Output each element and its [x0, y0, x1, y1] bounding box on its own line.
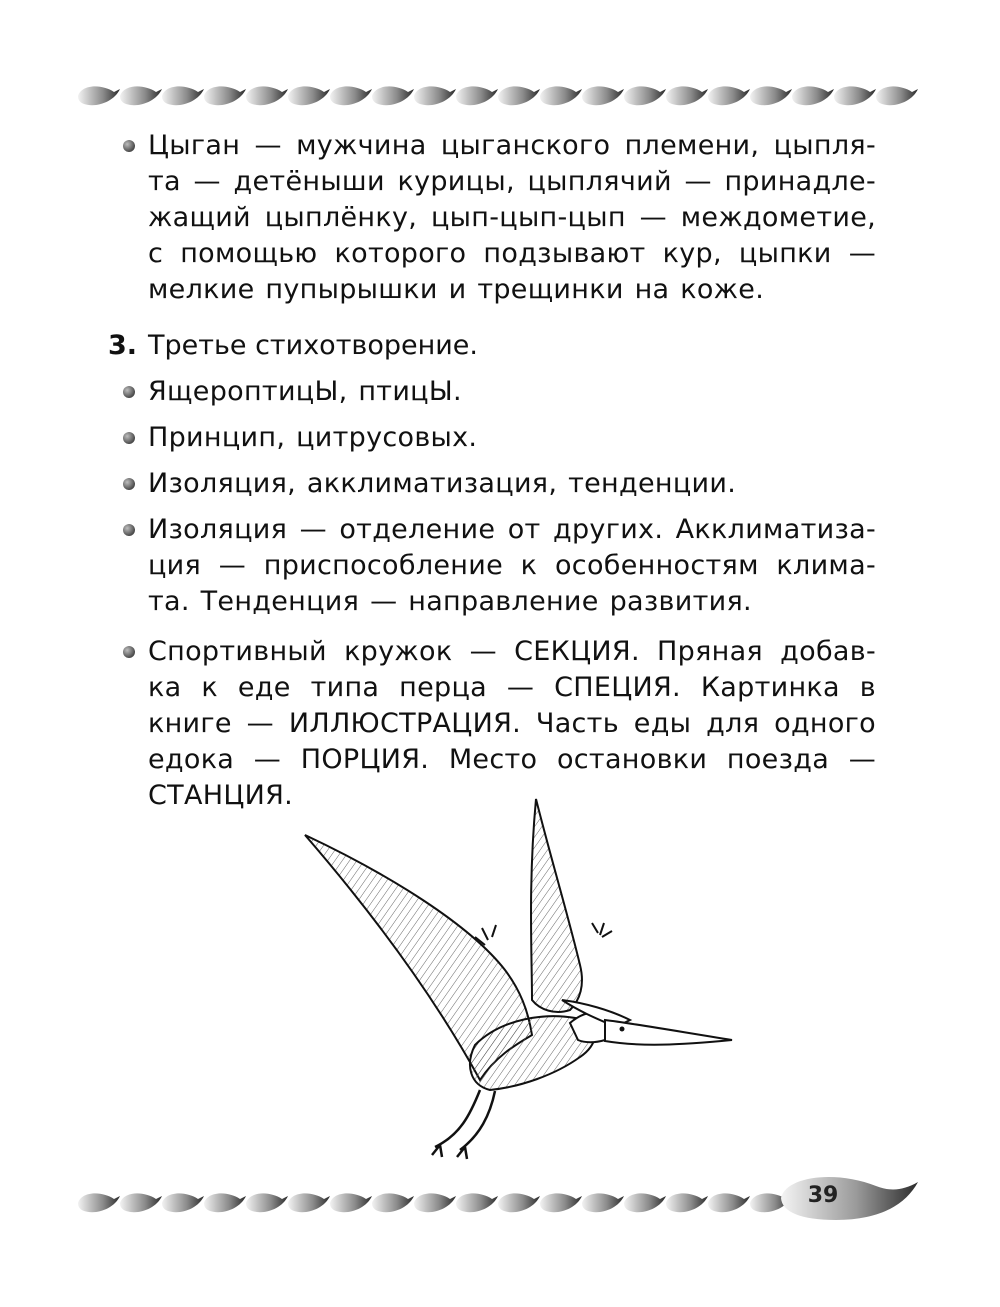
- section-number: 3.: [108, 330, 138, 361]
- leaf-ornament: [834, 86, 876, 105]
- leaf-ornament: [624, 86, 666, 105]
- leaf-ornament: [498, 86, 540, 105]
- list-item: [108, 634, 876, 814]
- leaf-ornament: [624, 1193, 666, 1212]
- leaf-ornament: [582, 86, 624, 105]
- leaf-ornament: [120, 1193, 162, 1212]
- section-heading: [108, 328, 876, 364]
- leaf-ornament: [666, 86, 708, 105]
- bottom-decorative-border: [76, 1185, 796, 1219]
- pterodactyl-illustration: [300, 795, 740, 1175]
- text-line: с помощью которого подзывают кур, цыпки —: [148, 238, 876, 269]
- leaf-ornament: [246, 86, 288, 105]
- leaf-ornament: [666, 1193, 708, 1212]
- text-line: ка к еде типа перца — СПЕЦИЯ. Картинка в: [148, 672, 876, 703]
- leaf-ornament: [330, 86, 372, 105]
- leaf-ornament: [372, 1193, 414, 1212]
- list-item: [108, 512, 876, 620]
- leaf-ornament: [792, 86, 834, 105]
- text-line: СТАНЦИЯ.: [148, 780, 294, 811]
- leaf-ornament: [288, 1193, 330, 1212]
- leaf-ornament: [204, 1193, 246, 1212]
- text-line: жащий цыплёнку, цып-цып-цып — междометие,: [148, 202, 876, 233]
- text-line: Принцип, цитрусовых.: [148, 422, 478, 453]
- leaf-ornament: [414, 1193, 456, 1212]
- leaf-ornament: [78, 1193, 120, 1212]
- page-number: 39: [807, 1183, 839, 1208]
- leaf-border-icon: [76, 78, 926, 112]
- text-line: та — детёныши курицы, цыплячий — принадле-: [148, 166, 876, 197]
- leaf-border-icon: [76, 1185, 796, 1219]
- leaf-ornament: [540, 86, 582, 105]
- leaf-ornament: [246, 1193, 288, 1212]
- list-item: [108, 466, 876, 502]
- leaf-ornament: [330, 1193, 372, 1212]
- section-title: Третье стихотворение.: [148, 330, 478, 361]
- leaf-ornament: [582, 1193, 624, 1212]
- leaf-ornament: [162, 1193, 204, 1212]
- leaf-ornament: [414, 86, 456, 105]
- text-line: мелкие пупырышки и трещинки на коже.: [148, 274, 765, 305]
- list-item: [108, 420, 876, 456]
- leaf-ornament: [372, 86, 414, 105]
- text-line: Изоляция, акклиматизация, тенденции.: [148, 468, 737, 499]
- leaf-ornament: [876, 86, 918, 105]
- leaf-ornament: [456, 86, 498, 105]
- leaf-ornament: [204, 86, 246, 105]
- text-line: книге — ИЛЛЮСТРАЦИЯ. Часть еды для одного: [148, 708, 876, 739]
- leaf-ornament: [540, 1193, 582, 1212]
- top-decorative-border: [76, 78, 926, 112]
- leaf-ornament: [162, 86, 204, 105]
- text-line: Спортивный кружок — СЕКЦИЯ. Пряная добав-: [148, 636, 876, 667]
- text-line: та. Тенденция — направление развития.: [148, 586, 752, 617]
- leaf-ornament: [78, 86, 120, 105]
- leaf-ornament: [708, 86, 750, 105]
- list-item: [108, 374, 876, 410]
- text-line: едока — ПОРЦИЯ. Место остановки поезда —: [148, 744, 876, 775]
- leaf-ornament: [708, 1193, 750, 1212]
- text-line: Цыган — мужчина цыганского племени, цыпля-: [148, 130, 876, 161]
- leaf-ornament: [498, 1193, 540, 1212]
- leaf-ornament: [120, 86, 162, 105]
- text-line: ция — приспособление к особенностям клима-: [148, 550, 876, 581]
- text-line: Изоляция — отделение от других. Акклиматиза-: [148, 514, 876, 545]
- leaf-ornament: [288, 86, 330, 105]
- list-item: [108, 128, 876, 308]
- leaf-ornament: [750, 86, 792, 105]
- page-content: [108, 128, 876, 814]
- text-line: ЯщероптицЫ, птицЫ.: [148, 376, 462, 407]
- page-number-leaf-icon: [776, 1168, 921, 1224]
- leaf-ornament: [456, 1193, 498, 1212]
